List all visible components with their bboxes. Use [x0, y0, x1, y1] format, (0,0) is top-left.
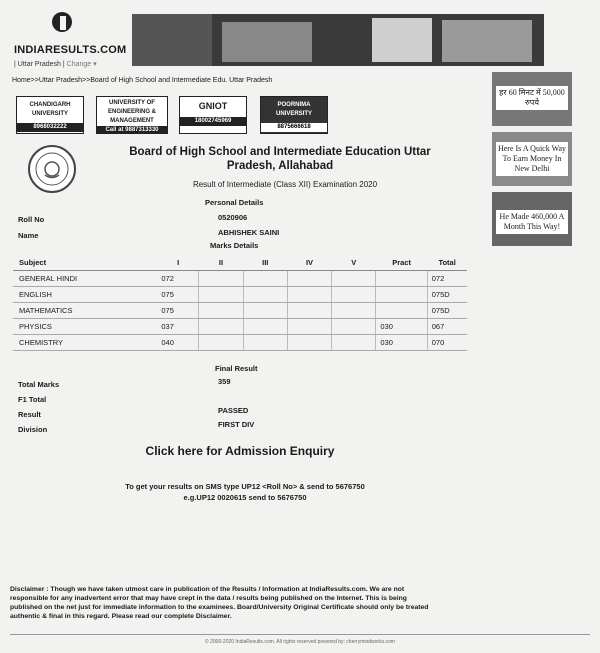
division-value: FIRST DIV — [218, 420, 255, 429]
subject-cell: PHYSICS — [13, 319, 157, 335]
f1-total-label: F1 Total — [18, 395, 47, 404]
admission-enquiry-link[interactable]: Click here for Admission Enquiry — [145, 444, 335, 458]
board-seal-icon — [28, 145, 76, 193]
sms-line-2: e.g.UP12 0020615 send to 5676750 — [183, 493, 307, 502]
pract-cell — [376, 287, 427, 303]
total-cell: 072 — [427, 271, 467, 287]
paper1-cell: 075 — [157, 287, 199, 303]
sms-line-1: To get your results on SMS type UP12 <Roll No> & send to 5676750 — [125, 482, 365, 491]
table-row — [13, 287, 467, 303]
ad-caption: हर 60 मिनट में 50,000 रुपये — [496, 86, 568, 110]
empty-cell — [243, 287, 287, 303]
state-name: Uttar Pradesh — [17, 61, 61, 68]
column-header: Total — [427, 255, 467, 271]
breadcrumb[interactable]: Home>>Uttar Pradesh>>Board of High School and Intermediate Edu. Uttar Pradesh — [12, 77, 273, 84]
logo-text: INDIARESULTS.COM — [14, 44, 127, 56]
total-cell: 067 — [427, 319, 467, 335]
marks-details-heading: Marks Details — [210, 241, 259, 250]
total-marks-label: Total Marks — [18, 380, 60, 389]
change-state-link[interactable]: Change ▾ — [66, 61, 97, 68]
final-result-heading: Final Result — [215, 364, 258, 373]
empty-cell — [199, 319, 243, 335]
sponsor-poornima[interactable] — [260, 96, 328, 134]
personal-details-heading: Personal Details — [205, 198, 264, 207]
sponsor-name: UNIVERSITY OF ENGINEERING & MANAGEMENT — [107, 100, 156, 124]
board-title: Board of High School and Intermediate Education Uttar Pradesh, Allahabad — [129, 146, 431, 172]
empty-cell — [287, 287, 331, 303]
empty-cell — [199, 303, 243, 319]
column-header: V — [332, 255, 376, 271]
empty-cell — [332, 335, 376, 351]
sponsor-uem[interactable] — [96, 96, 168, 134]
side-ad-3[interactable] — [492, 192, 572, 246]
sponsor-name: GNIOT — [198, 101, 228, 111]
roll-no-value: 0520906 — [218, 213, 248, 222]
marks-table — [13, 255, 467, 351]
paper1-cell: 037 — [157, 319, 199, 335]
empty-cell — [243, 335, 287, 351]
ad-caption: He Made 460,000 A Month This Way! — [496, 210, 568, 234]
division-label: Division — [18, 425, 48, 434]
table-row — [13, 319, 467, 335]
subject-cell: CHEMISTRY — [13, 335, 157, 351]
sponsor-phone: Call at 9887313330 — [97, 126, 167, 134]
sponsor-name: CHANDIGARH UNIVERSITY — [29, 102, 71, 117]
paper1-cell: 075 — [157, 303, 199, 319]
table-row — [13, 271, 467, 287]
total-cell: 070 — [427, 335, 467, 351]
marks-header-row — [13, 255, 467, 271]
sponsor-phone: 18002745969 — [180, 117, 246, 126]
pract-cell: 030 — [376, 319, 427, 335]
empty-cell — [243, 303, 287, 319]
sms-info — [40, 481, 450, 503]
total-marks-value: 359 — [218, 377, 231, 386]
empty-cell — [332, 271, 376, 287]
column-header: Pract — [376, 255, 427, 271]
table-row — [13, 335, 467, 351]
sponsor-gniot[interactable] — [179, 96, 247, 134]
table-row — [13, 303, 467, 319]
empty-cell — [199, 287, 243, 303]
empty-cell — [287, 335, 331, 351]
column-header: I — [157, 255, 199, 271]
sponsor-phone: 8968032222 — [17, 123, 83, 132]
total-cell: 075D — [427, 303, 467, 319]
subject-cell: MATHEMATICS — [13, 303, 157, 319]
empty-cell — [199, 271, 243, 287]
empty-cell — [332, 287, 376, 303]
name-label: Name — [18, 231, 39, 240]
paper1-cell: 072 — [157, 271, 199, 287]
empty-cell — [243, 319, 287, 335]
site-logo[interactable] — [14, 10, 127, 68]
subject-cell: GENERAL HINDI — [13, 271, 157, 287]
result-value: PASSED — [218, 406, 249, 415]
pract-cell: 030 — [376, 335, 427, 351]
copyright-text: © 2000-2020 IndiaResults.com. All rights reserved powered by: cherrymindworks.com — [205, 639, 395, 645]
column-header: III — [243, 255, 287, 271]
empty-cell — [332, 319, 376, 335]
sponsor-phone: 8875666618 — [261, 123, 327, 132]
roll-no-label: Roll No — [18, 215, 45, 224]
total-cell: 075D — [427, 287, 467, 303]
sponsor-strip — [16, 96, 328, 132]
side-ad-1[interactable] — [492, 72, 572, 126]
empty-cell — [287, 271, 331, 287]
side-ad-2[interactable] — [492, 132, 572, 186]
subject-cell: ENGLISH — [13, 287, 157, 303]
ad-caption: Here Is A Quick Way To Earn Money In New Delhi — [496, 142, 568, 176]
column-header: II — [199, 255, 243, 271]
exam-subtitle: Result of Intermediate (Class XII) Examination 2020 — [192, 180, 378, 189]
empty-cell — [243, 271, 287, 287]
logo-icon — [50, 10, 74, 34]
footer-divider — [10, 634, 590, 635]
column-header: IV — [287, 255, 331, 271]
sponsor-chandigarh[interactable] — [16, 96, 84, 134]
empty-cell — [287, 303, 331, 319]
paper1-cell: 040 — [157, 335, 199, 351]
pract-cell — [376, 303, 427, 319]
result-label: Result — [18, 410, 41, 419]
empty-cell — [199, 335, 243, 351]
pract-cell — [376, 271, 427, 287]
top-banner-ad[interactable] — [132, 14, 544, 66]
state-selector[interactable]: | Uttar Pradesh | Change ▾ — [14, 61, 97, 68]
empty-cell — [287, 319, 331, 335]
empty-cell — [332, 303, 376, 319]
sponsor-name: POORNIMA UNIVERSITY — [275, 102, 312, 117]
column-header: Subject — [13, 255, 157, 271]
disclaimer-text: Disclaimer : Though we have taken utmost care in publication of the Results / Information at IndiaResults.com. We are not responsible for any inadvertent error that may have crept in the data / results being published on the Internet. This is being published on the net just for immediate information to the examinees. Board/University Original Certificate should only be treated authentic & final in this regard. Please read our complete Disclaimer. — [10, 586, 429, 620]
name-value: ABHISHEK SAINI — [218, 228, 280, 237]
